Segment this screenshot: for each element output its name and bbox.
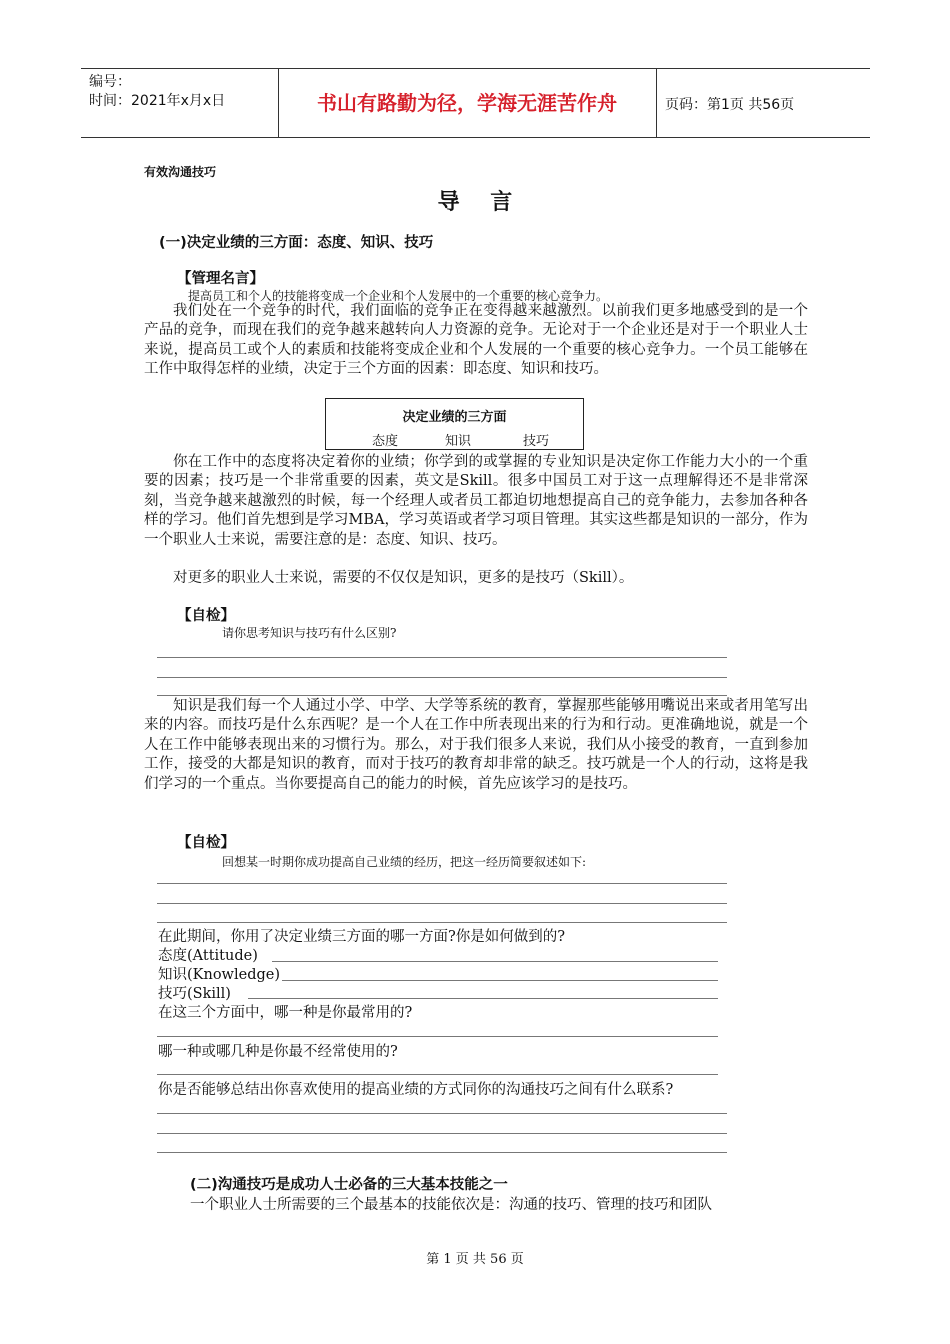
box-item-knowledge: 知识 (445, 434, 472, 449)
answer-line (157, 1152, 727, 1153)
question-1: 在此期间，你用了决定业绩三方面的哪一方面?你是如何做到的? (158, 929, 566, 945)
self-check-heading-1: 【自检】 (177, 608, 235, 624)
answer-line (157, 657, 727, 658)
doc-number-label: 编号： (89, 74, 131, 90)
answer-line (157, 677, 727, 678)
attitude-label: 态度(Attitude) (158, 948, 258, 964)
question-2: 在这三个方面中，哪一种是你最常用的? (158, 1005, 413, 1021)
box-item-skill: 技巧 (523, 434, 550, 449)
answer-line (157, 922, 727, 923)
answer-line (157, 695, 727, 696)
paragraph-1: 我们处在一个竞争的时代，我们面临的竞争正在变得越来越激烈。以前我们更多地感受到的是一个产品的竞争，而现在我们的竞争越来越转向人力资源的竞争。无论对于一个企业还是对于一个职业人士来说，提高员工或个人的素质和技能将变成企业和个人发展的一个重要的核心竞争力。一个员工能够在工作中取得怎样的业绩，决定于三个方面的因素：即态度、知识和技巧。 (144, 303, 808, 378)
paragraph-3: 对更多的职业人士来说，需要的不仅仅是知识，更多的是技巧（Skill）。 (173, 570, 634, 586)
answer-line (157, 903, 727, 904)
paragraph-4: 知识是我们每一个人通过小学、中学、大学等系统的教育，掌握那些能够用嘴说出来或者用笔写出来的内容。而技巧是什么东西呢？是一个人在工作中所表现出来的行为和行动。更准确地说，就是一个人在工作中能够表现出来的习惯行为。那么，对于我们很多人来说，我们从小接受的教育，一直到参加工作，接受的大都是知识的教育，而对于技巧的教育却非常的缺乏。技巧就是一个人的行动，这将是我们学习的一个重点。当你要提高自己的能力的时候，首先应该学习的是技巧。 (144, 698, 808, 792)
self-check-prompt-2: 回想某一时期你成功提高自己业绩的经历，把这一经历简要叙述如下: (222, 855, 587, 869)
page-title: 导 言 (437, 190, 513, 215)
answer-line (282, 980, 718, 981)
quote-heading: 【管理名言】 (177, 271, 264, 287)
question-3: 哪一种或哪几种是你最不经常使用的? (158, 1044, 398, 1060)
header-meta (89, 73, 279, 111)
section-heading-1: (一)决定业绩的三方面：态度、知识、技巧 (159, 235, 434, 251)
doc-date-label: 时间：2021年x月x日 (89, 93, 226, 109)
answer-line (157, 883, 727, 884)
box-item-attitude: 态度 (372, 434, 399, 449)
answer-line (272, 961, 718, 962)
paragraph-2: 你在工作中的态度将决定着你的业绩；你学到的或掌握的专业知识是决定你工作能力大小的一个重要的因素；技巧是一个非常重要的因素，英文是Skill。很多中国员工对于这一点理解得还不是非常深刻，当竞争越来越激烈的时候，每一个经理人或者员工都迫切地想提高自己的竞争能力，去参加各种各样的学习。他们首先想到是学习MBA，学习英语或者学习项目管理。其实这些都是知识的一部分，作为一个职业人士来说，需要注意的是：态度、知识、技巧。 (144, 454, 808, 548)
answer-line (157, 1036, 718, 1037)
box-title: 决定业绩的三方面 (402, 410, 507, 425)
performance-factors-box (325, 398, 584, 450)
question-4: 你是否能够总结出你喜欢使用的提高业绩的方式同你的沟通技巧之间有什么联系? (158, 1082, 674, 1098)
paragraph-5: 一个职业人士所需要的三个最基本的技能依次是：沟通的技巧、管理的技巧和团队 (190, 1197, 712, 1213)
doc-topic: 有效沟通技巧 (144, 165, 217, 179)
header-divider (656, 69, 657, 137)
answer-line (248, 998, 718, 999)
section-heading-2: (二)沟通技巧是成功人士必备的三大基本技能之一 (190, 1177, 508, 1193)
knowledge-label: 知识(Knowledge) (158, 967, 280, 983)
management-quote: 提高员工和个人的技能将变成一个企业和个人发展中的一个重要的核心竞争力。 (188, 289, 609, 303)
skill-label: 技巧(Skill) (158, 986, 231, 1002)
answer-line (157, 1113, 727, 1114)
answer-line (157, 1074, 718, 1075)
self-check-prompt-1: 请你思考知识与技巧有什么区别? (222, 626, 397, 640)
page-header (81, 68, 870, 138)
header-motto: 书山有路勤为径，学海无涯苦作舟 (317, 91, 617, 115)
answer-line (157, 1133, 727, 1134)
self-check-heading-2: 【自检】 (177, 835, 235, 851)
page-footer: 第 1 页 共 56 页 (426, 1252, 524, 1267)
header-page-info: 页码：第1页 共56页 (665, 97, 795, 113)
